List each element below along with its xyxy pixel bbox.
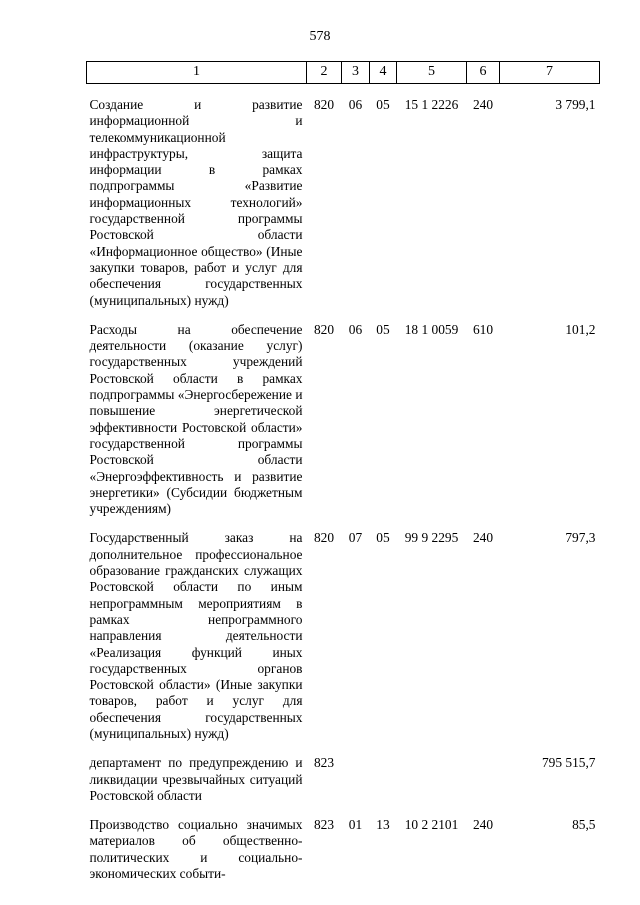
row-csr: 10 2 2101 — [404, 817, 459, 833]
row-pr: 05 — [376, 530, 390, 546]
row-name: Создание и развитие информационной и телекоммуникационной инфраструктуры, защита информации в рамках подпрограммы «Развитие информационных технологий» государственной программы Ростовской области «Информационное общество» (Иные закупки товаров, работ и услуг для обеспечения государственных (муниципальных) нужд) — [89, 97, 303, 308]
row-ved: 820 — [313, 97, 335, 112]
row-name: департамент по предупреждению и ликвидации чрезвычайных ситуаций Ростовской области — [89, 755, 303, 803]
row-vr: 240 — [472, 97, 494, 112]
row-rz: 07 — [348, 530, 363, 546]
row-name: Расходы на обеспечение деятельности (оказание услуг) государственных учреждений Ростовской области в рамках подпрограммы «Энергосбережение и повышение энергетической эффективности Ростовской области» государственной программы Ростовской области «Энергоэффективность и развитие энергетики» (Субсидии бюджетным учреждениям) — [89, 321, 303, 517]
table-row — [87, 754, 600, 804]
row-amount: 797,3 — [565, 530, 596, 546]
row-pr: 05 — [376, 97, 390, 112]
page-number: 578 — [309, 29, 331, 44]
table-spacer — [87, 517, 600, 529]
row-amount: 3 799,1 — [555, 97, 596, 112]
table-row — [87, 96, 600, 309]
row-ved: 820 — [313, 321, 335, 337]
column-header-5: 5 — [397, 62, 467, 84]
row-rz — [342, 754, 370, 804]
column-header-1: 1 — [87, 62, 307, 84]
row-amount: 795 515,7 — [541, 755, 596, 771]
row-csr: 18 1 0059 — [404, 321, 459, 337]
row-pr: 05 — [376, 321, 390, 337]
table-spacer — [87, 84, 600, 97]
row-vr — [467, 754, 500, 804]
row-ved: 823 — [313, 817, 335, 833]
row-name: Производство социально значимых материалов об общественно-политических и социально-экономических событи- — [89, 817, 303, 882]
row-amount: 101,2 — [565, 321, 596, 337]
row-csr: 99 9 2295 — [404, 530, 459, 546]
row-ved: 820 — [313, 530, 335, 546]
table-row — [87, 321, 600, 518]
row-vr: 240 — [472, 530, 494, 546]
row-rz: 06 — [348, 321, 363, 337]
column-header-3: 3 — [342, 62, 370, 84]
row-rz: 06 — [348, 97, 363, 112]
row-csr: 15 1 2226 — [404, 97, 459, 112]
budget-table — [86, 61, 600, 882]
row-pr — [370, 754, 397, 804]
row-csr — [397, 754, 467, 804]
row-vr: 240 — [472, 817, 494, 833]
row-ved: 823 — [313, 755, 335, 771]
row-rz: 01 — [348, 817, 363, 833]
row-amount: 85,5 — [572, 817, 596, 833]
column-header-6: 6 — [467, 62, 500, 84]
row-vr: 610 — [472, 321, 494, 337]
table-spacer — [87, 742, 600, 754]
row-pr: 13 — [376, 817, 390, 833]
column-header-2: 2 — [307, 62, 342, 84]
column-header-7: 7 — [500, 62, 600, 84]
row-name: Государственный заказ на дополнительное профессиональное образование гражданских служащих Ростовской области по иным непрограммным мероприятиям в рамках непрограммного направления деятельности «Реализация функций иных государственных органов Ростовской области» (Иные закупки товаров, работ и услуг для обеспечения государственных (муниципальных) нужд) — [89, 530, 303, 741]
table-spacer — [87, 309, 600, 321]
table-spacer — [87, 804, 600, 816]
table-row — [87, 816, 600, 882]
column-header-4: 4 — [370, 62, 397, 84]
table-row — [87, 529, 600, 742]
table-header-row — [87, 62, 600, 84]
